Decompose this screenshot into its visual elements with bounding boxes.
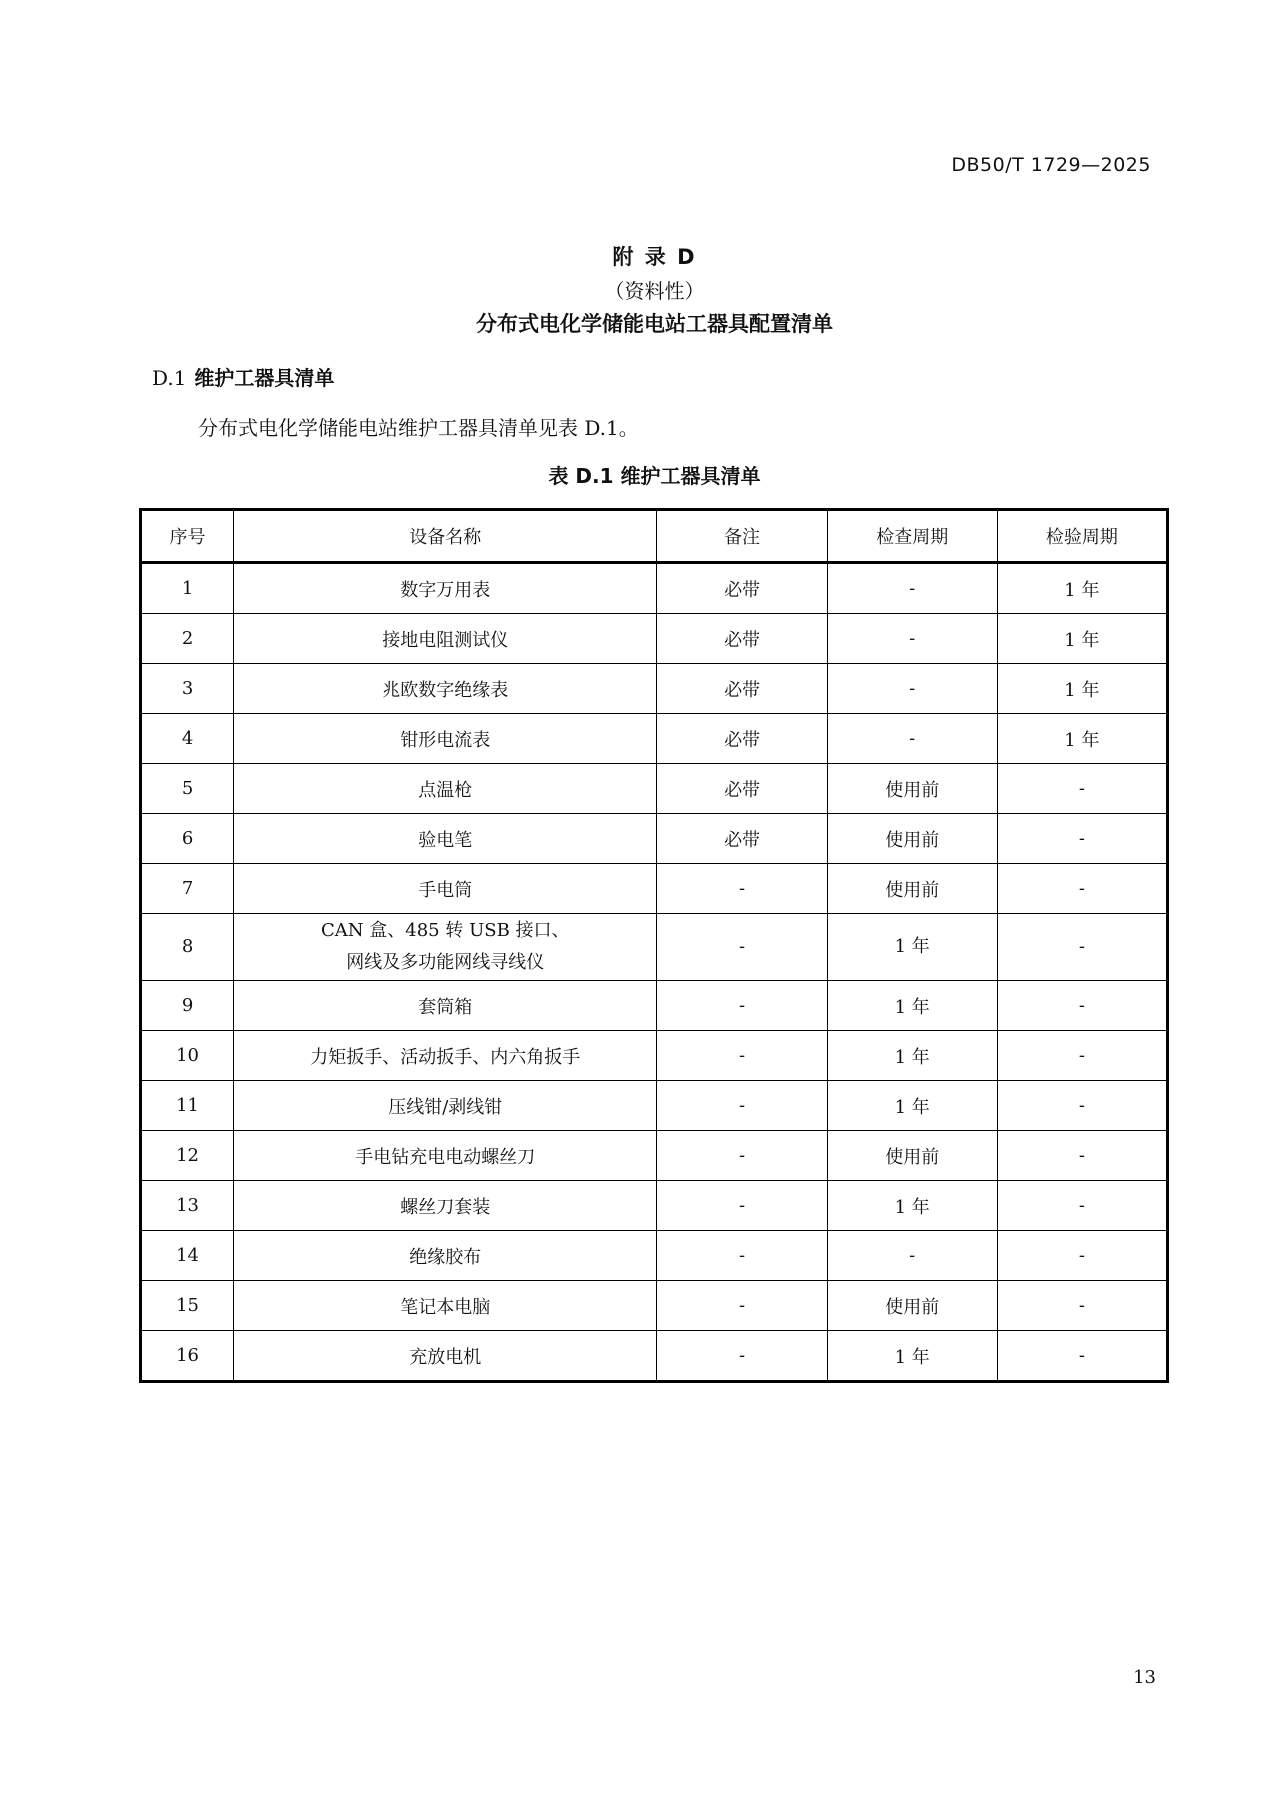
cell-device-name: 兆欧数字绝缘表 [234,664,657,714]
cell-inspection-period: - [997,1181,1167,1231]
cell-serial: 13 [141,1181,234,1231]
cell-check-period: - [827,1231,997,1281]
cell-inspection-period: 1 年 [997,714,1167,764]
cell-check-period: 1 年 [827,1331,997,1382]
cell-serial: 16 [141,1331,234,1382]
cell-inspection-period: - [997,864,1167,914]
cell-serial: 14 [141,1231,234,1281]
cell-device-name: 套筒箱 [234,981,657,1031]
cell-remark: 必带 [657,814,827,864]
cell-device-name: 绝缘胶布 [234,1231,657,1281]
cell-remark: - [657,864,827,914]
table-row [141,864,1168,914]
table-row [141,563,1168,614]
cell-serial: 11 [141,1081,234,1131]
cell-serial: 10 [141,1031,234,1081]
cell-remark: - [657,1231,827,1281]
cell-inspection-period: - [997,814,1167,864]
table-row [141,614,1168,664]
table-row [141,1131,1168,1181]
cell-check-period: 1 年 [827,1181,997,1231]
device-name-line-2: 网线及多功能网线寻线仪 [346,952,545,973]
table-row [141,1231,1168,1281]
table-row [141,1281,1168,1331]
table-row [141,1181,1168,1231]
cell-serial: 5 [141,764,234,814]
appendix-heading: 分布式电化学储能电站工器具配置清单 [476,312,833,336]
header-inspection-period: 检验周期 [997,510,1167,563]
cell-serial: 9 [141,981,234,1031]
cell-device-name: 螺丝刀套装 [234,1181,657,1231]
cell-check-period: - [827,614,997,664]
cell-serial: 8 [141,914,234,981]
cell-inspection-period: - [997,1081,1167,1131]
cell-device-name: 手电钻充电电动螺丝刀 [234,1131,657,1181]
cell-device-name: 充放电机 [234,1331,657,1382]
cell-device-name: 笔记本电脑 [234,1281,657,1331]
cell-remark: - [657,1281,827,1331]
cell-remark: - [657,1081,827,1131]
cell-device-name: 接地电阻测试仪 [234,614,657,664]
table-header-row [141,510,1168,563]
cell-device-name: 手电筒 [234,864,657,914]
cell-check-period: - [827,714,997,764]
cell-inspection-period: 1 年 [997,664,1167,714]
cell-serial: 12 [141,1131,234,1181]
cell-inspection-period: - [997,1281,1167,1331]
table-row [141,1031,1168,1081]
section-number: D.1 [152,366,187,390]
cell-serial: 4 [141,714,234,764]
cell-check-period: - [827,664,997,714]
table-row [141,1081,1168,1131]
cell-remark: 必带 [657,563,827,614]
cell-remark: 必带 [657,664,827,714]
cell-serial: 15 [141,1281,234,1331]
table-row [141,914,1168,981]
table-row [141,1331,1168,1382]
document-code: DB50/T 1729—2025 [951,154,1151,176]
cell-serial: 1 [141,563,234,614]
cell-inspection-period: - [997,1031,1167,1081]
cell-check-period: 1 年 [827,914,997,981]
cell-device-name: 压线钳/剥线钳 [234,1081,657,1131]
header-device-name: 设备名称 [234,510,657,563]
cell-inspection-period: - [997,1231,1167,1281]
header-check-period: 检查周期 [827,510,997,563]
cell-remark: - [657,981,827,1031]
table-row [141,714,1168,764]
cell-check-period: 使用前 [827,1281,997,1331]
header-serial: 序号 [141,510,234,563]
section-title: 维护工器具清单 [194,366,335,390]
cell-inspection-period: - [997,1331,1167,1382]
cell-serial: 6 [141,814,234,864]
cell-inspection-period: - [997,764,1167,814]
table-row [141,814,1168,864]
cell-check-period: - [827,563,997,614]
cell-check-period: 1 年 [827,1031,997,1081]
table-caption: 表 D.1 维护工器具清单 [548,464,761,488]
cell-inspection-period: 1 年 [997,563,1167,614]
cell-remark: - [657,1131,827,1181]
cell-serial: 3 [141,664,234,714]
table-row [141,981,1168,1031]
cell-check-period: 使用前 [827,764,997,814]
cell-check-period: 使用前 [827,864,997,914]
cell-device-name: 钳形电流表 [234,714,657,764]
cell-remark: - [657,1031,827,1081]
cell-inspection-period: - [997,914,1167,981]
cell-device-name: 验电笔 [234,814,657,864]
appendix-nature: （资料性） [604,279,705,303]
cell-remark: - [657,914,827,981]
table-row [141,664,1168,714]
cell-remark: 必带 [657,764,827,814]
cell-device-name: 点温枪 [234,764,657,814]
cell-inspection-period: - [997,981,1167,1031]
cell-remark: 必带 [657,614,827,664]
intro-paragraph: 分布式电化学储能电站维护工器具清单见表 D.1。 [198,416,639,440]
device-name-line-1: CAN 盒、485 转 USB 接口、 [321,920,570,941]
cell-device-name [234,914,657,981]
header-remark: 备注 [657,510,827,563]
cell-remark: - [657,1331,827,1382]
cell-remark: - [657,1181,827,1231]
cell-check-period: 1 年 [827,1081,997,1131]
cell-device-name: 力矩扳手、活动扳手、内六角扳手 [234,1031,657,1081]
cell-check-period: 使用前 [827,814,997,864]
section-heading [152,362,334,391]
page-number: 13 [1133,1667,1156,1688]
cell-remark: 必带 [657,714,827,764]
table-row [141,764,1168,814]
cell-inspection-period: 1 年 [997,614,1167,664]
cell-serial: 2 [141,614,234,664]
tools-table [139,508,1169,1383]
cell-serial: 7 [141,864,234,914]
cell-inspection-period: - [997,1131,1167,1181]
cell-check-period: 使用前 [827,1131,997,1181]
cell-device-name: 数字万用表 [234,563,657,614]
cell-check-period: 1 年 [827,981,997,1031]
appendix-title: 附 录 D [612,245,697,269]
